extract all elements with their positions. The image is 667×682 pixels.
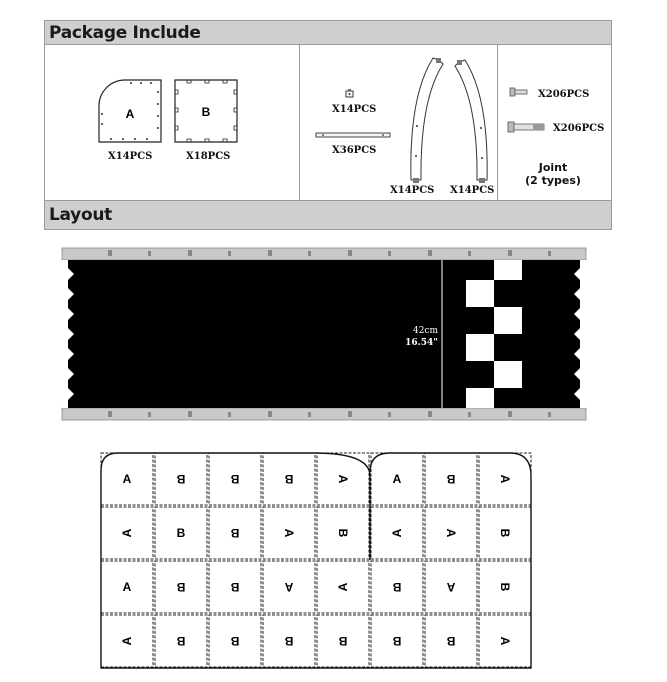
layout-tile (209, 507, 261, 559)
layout-tile (317, 615, 369, 667)
layout-tile-letter: B (230, 472, 240, 486)
layout-tile-letter: A (498, 474, 512, 484)
small-connector-icon (344, 88, 356, 100)
track-width-in: 16.54" (405, 338, 438, 348)
layout-tile (155, 615, 207, 667)
layout-tile (155, 561, 207, 613)
layout-tile-letter: B (230, 580, 240, 594)
layout-tile (263, 561, 315, 613)
tile-b-icon (173, 78, 239, 144)
layout-tile (371, 453, 423, 505)
layout-tile (425, 615, 477, 667)
checkered-finish-line (466, 260, 522, 408)
layout-tile-letter: A (122, 472, 132, 486)
layout-tile (155, 507, 207, 559)
layout-header (44, 200, 612, 230)
joint-long-qty: X206PCS (553, 123, 605, 134)
layout-tile-letter: A (336, 474, 350, 484)
layout-tile-letter: B (176, 472, 186, 486)
layout-tile-letter: B (392, 634, 402, 648)
layout-tile-letter: B (446, 634, 456, 648)
layout-tile (209, 453, 261, 505)
layout-tile (101, 561, 153, 613)
layout-tile (101, 507, 153, 559)
layout-tile (263, 453, 315, 505)
joint-label-types: (2 types) (525, 174, 581, 187)
layout-tile-letter: B (336, 528, 350, 538)
divider (299, 44, 300, 200)
layout-tile-letter: A (122, 580, 132, 594)
tile-b-letter: B (201, 105, 211, 119)
layout-tile (317, 507, 369, 559)
layout-tile (371, 561, 423, 613)
layout-tile-letter: A (390, 528, 404, 538)
layout-tile (425, 453, 477, 505)
layout-tile-letter: B (230, 526, 240, 540)
layout-tile (209, 561, 261, 613)
layout-tile-letter: A (498, 636, 512, 646)
long-connector-qty: X36PCS (332, 145, 377, 156)
layout-tile-letter: A (336, 582, 350, 592)
curved-rail-left-icon (405, 56, 445, 184)
layout-tile (479, 615, 531, 667)
layout-tile-letter: A (282, 528, 296, 538)
layout-tile (371, 615, 423, 667)
joint-short-qty: X206PCS (538, 89, 590, 100)
layout-tile-letter: B (498, 582, 512, 592)
layout-tile (263, 615, 315, 667)
joint-label (515, 161, 591, 187)
package-contents-panel (44, 44, 612, 200)
layout-tile-letter: B (176, 634, 186, 648)
layout-tile (425, 561, 477, 613)
small-connector-qty: X14PCS (332, 104, 377, 115)
layout-tile-letter: B (392, 580, 402, 594)
divider (497, 44, 498, 200)
layout-tile-letter: B (446, 472, 456, 486)
layout-tile-letter: B (230, 634, 240, 648)
layout-tile (479, 453, 531, 505)
track-width-label (392, 325, 438, 349)
layout-tile (317, 561, 369, 613)
layout-tile-letter: A (446, 580, 456, 594)
layout-tile-letter: A (444, 528, 458, 538)
layout-tile-letter: A (392, 472, 402, 486)
layout-tile (101, 615, 153, 667)
package-include-title: Package Include (49, 23, 201, 43)
layout-tile (209, 615, 261, 667)
layout-tile (371, 507, 423, 559)
layout-tile-letter: A (120, 528, 134, 538)
tile-a-letter: A (125, 107, 135, 121)
track-width-cm: 42cm (412, 326, 438, 336)
layout-tile (425, 507, 477, 559)
layout-tile-letter: B (284, 634, 294, 648)
track-strip (62, 248, 586, 420)
layout-tile (101, 453, 153, 505)
layout-tile-letter: B (176, 580, 186, 594)
long-connector-icon (315, 131, 391, 139)
layout-tile-letter: B (284, 472, 294, 486)
joint-label-title: Joint (538, 161, 568, 174)
layout-title: Layout (49, 205, 112, 225)
layout-tile (155, 453, 207, 505)
joint-short-icon (509, 86, 529, 98)
layout-tile (263, 507, 315, 559)
tile-a-icon (97, 78, 163, 144)
joint-long-icon (507, 120, 547, 134)
tile-a-qty: X14PCS (108, 151, 153, 162)
tile-b-qty: X18PCS (186, 151, 231, 162)
layout-tile (479, 561, 531, 613)
package-include-header (44, 20, 612, 45)
layout-tile-letter: B (338, 634, 348, 648)
layout-tile-letter: B (498, 528, 512, 538)
curved-rail-left-qty: X14PCS (390, 185, 435, 196)
tile-layout-grid (100, 452, 532, 668)
layout-tile (479, 507, 531, 559)
layout-tile-letter: A (284, 580, 294, 594)
layout-tile-letter: B (176, 526, 186, 540)
curved-rail-right-qty: X14PCS (450, 185, 495, 196)
curved-rail-right-icon (453, 58, 493, 184)
layout-tile-letter: A (120, 636, 134, 646)
